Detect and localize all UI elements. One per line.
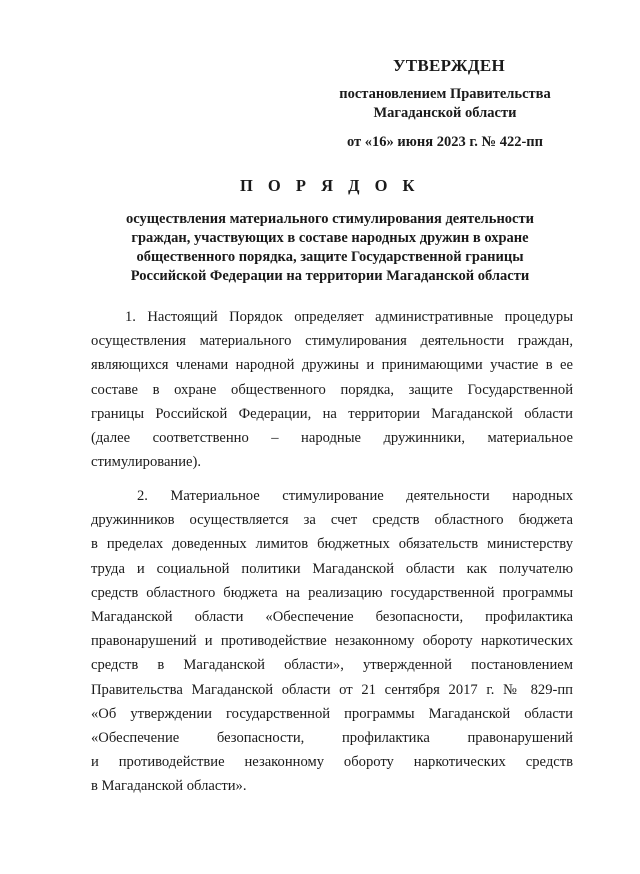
paragraph-line: труда и социальной политики Магаданской области как получателю bbox=[91, 560, 573, 577]
paragraph-line: (далее соответственно – народные дружинники, материальное bbox=[91, 429, 573, 446]
paragraph-line: осуществления материального стимулирования деятельности граждан, bbox=[91, 333, 573, 350]
paragraph-line: и противодействие незаконному обороту наркотических средств bbox=[91, 754, 573, 771]
approval-line-2: Магаданской области bbox=[373, 105, 517, 121]
paragraph-line: стимулирование). bbox=[91, 454, 202, 471]
document-heading bbox=[60, 176, 600, 286]
paragraph-line: средств областного бюджета на реализацию государственной программы bbox=[91, 584, 573, 601]
paragraph-line: 1. Настоящий Порядок определяет административные процедуры bbox=[125, 309, 573, 325]
paragraph-line: в пределах доведенных лимитов бюджетных обязательств министерству bbox=[91, 536, 573, 553]
document-subtitle-line: Российской Федерации на территории Магаданской области bbox=[130, 268, 530, 284]
document-subtitle-line: общественного порядка, защите Государственной границы bbox=[136, 249, 524, 265]
document-subtitle-line: граждан, участвующих в составе народных дружин в охране bbox=[131, 230, 529, 246]
document-title: П О Р Я Д О К bbox=[239, 176, 421, 195]
paragraph-1 bbox=[91, 305, 573, 474]
paragraph-line: правонарушений и противодействие незаконному обороту наркотических bbox=[91, 633, 573, 650]
paragraph-line: средств в Магаданской области», утвержденной постановлением bbox=[91, 657, 573, 674]
approval-title: УТВЕРЖДЕН bbox=[392, 56, 506, 75]
paragraph-2 bbox=[91, 484, 573, 798]
paragraph-line: являющихся членами народной дружины и принимающими участие в ее bbox=[91, 357, 573, 374]
paragraph-line: границы Российской Федерации, на территории Магаданской области bbox=[91, 405, 573, 422]
paragraph-line: составе в охране общественного порядка, защите Государственной bbox=[91, 381, 573, 398]
paragraph-line: Правительства Магаданской области от 21 сентября 2017 г. № 829-пп bbox=[91, 681, 573, 698]
paragraph-line: 2. Материальное стимулирование деятельности народных bbox=[137, 488, 573, 504]
approval-line-1: постановлением Правительства bbox=[339, 86, 551, 102]
paragraph-line: «Об утверждении государственной программы Магаданской области bbox=[91, 705, 573, 722]
approval-line-3: от «16» июня 2023 г. № 422-пп bbox=[347, 134, 543, 150]
approval-block bbox=[300, 56, 590, 152]
paragraph-line: дружинников осуществляется за счет средств областного бюджета bbox=[91, 512, 573, 529]
document-subtitle-line: осуществления материального стимулирования деятельности bbox=[126, 211, 534, 227]
paragraph-line: «Обеспечение безопасности, профилактика правонарушений bbox=[91, 729, 573, 746]
paragraph-line: в Магаданской области». bbox=[91, 778, 247, 795]
paragraph-line: Магаданской области «Обеспечение безопасности, профилактика bbox=[91, 608, 573, 625]
